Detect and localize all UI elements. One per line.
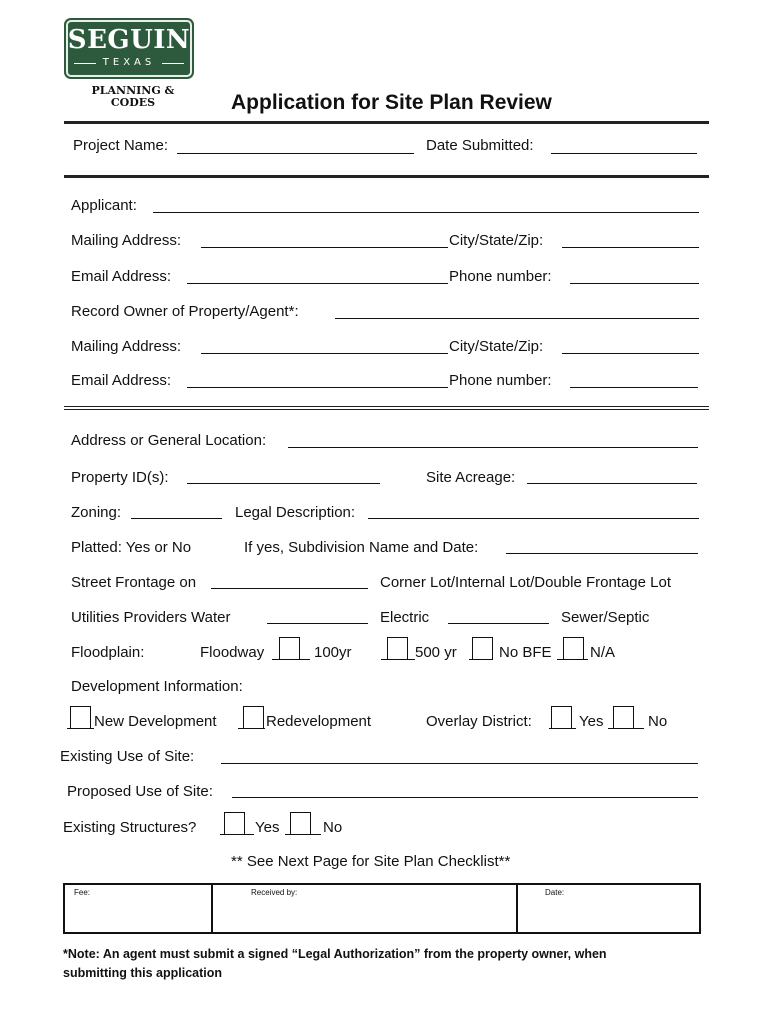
structures-yes-label: Yes [255, 819, 280, 836]
platted-label: Platted: Yes or No [71, 539, 192, 556]
mailing-address-field[interactable] [201, 247, 448, 248]
property-id-field[interactable] [187, 483, 380, 484]
new-development-underline [67, 728, 94, 729]
agent-note-line-1: *Note: An agent must submit a signed “Legal Authorization” from the property owner, when [63, 947, 607, 961]
applicant-label: Applicant: [71, 197, 137, 214]
checklist-note: ** See Next Page for Site Plan Checklist** [231, 853, 511, 870]
overlay-district-label: Overlay District: [426, 713, 532, 730]
mailing-address-label: Mailing Address: [71, 232, 182, 249]
new-development-label: New Development [94, 713, 217, 730]
department-line-2: CODES [110, 96, 156, 109]
address-location-label: Address or General Location: [71, 432, 267, 449]
new-development-checkbox[interactable] [70, 706, 91, 728]
logo-sub: TEXAS [102, 57, 156, 68]
lot-type-label: Corner Lot/Internal Lot/Double Frontage Lot [380, 574, 672, 591]
owner-mailing-address-field[interactable] [201, 353, 448, 354]
site-acreage-field[interactable] [527, 483, 697, 484]
table-divider-2 [516, 885, 518, 932]
overlay-no-label: No [648, 713, 668, 730]
section-rule-2 [64, 406, 709, 410]
project-name-field[interactable] [177, 153, 414, 154]
owner-city-state-zip-label: City/State/Zip: [449, 338, 544, 355]
department-line-1: PLANNING & [91, 84, 175, 97]
record-owner-label: Record Owner of Property/Agent*: [71, 303, 299, 320]
logo-name: SEGUIN [67, 25, 191, 55]
fee-label: Fee: [74, 888, 91, 897]
100yr-checkbox[interactable] [387, 637, 408, 659]
no-bfe-checkbox[interactable] [563, 637, 584, 659]
500yr-checkbox[interactable] [472, 637, 493, 659]
form-title: Application for Site Plan Review [231, 91, 552, 114]
date-submitted-label: Date Submitted: [426, 137, 534, 154]
owner-phone-number-field[interactable] [570, 387, 698, 388]
sewer-septic-label: Sewer/Septic [561, 609, 650, 626]
utilities-water-label: Utilities Providers Water [71, 609, 231, 626]
street-frontage-label: Street Frontage on [71, 574, 197, 591]
proposed-use-label: Proposed Use of Site: [67, 783, 213, 800]
seguin-logo [64, 18, 194, 79]
phone-number-label: Phone number: [449, 268, 552, 285]
section-rule-1 [64, 175, 709, 178]
agent-note-line-2: submitting this application [63, 966, 223, 980]
city-state-zip-label: City/State/Zip: [449, 232, 544, 249]
existing-structures-label: Existing Structures? [63, 819, 197, 836]
no-bfe-underline [557, 659, 588, 660]
floodway-checkbox[interactable] [279, 637, 300, 659]
zoning-label: Zoning: [71, 504, 122, 521]
100yr-label: 100yr [314, 644, 352, 661]
overlay-yes-label: Yes [579, 713, 604, 730]
applicant-field[interactable] [153, 212, 699, 213]
development-heading: Development Information: [71, 678, 243, 695]
electric-provider-field[interactable] [448, 623, 549, 624]
500yr-label: 500 yr [415, 644, 457, 661]
proposed-use-field[interactable] [232, 797, 698, 798]
overlay-yes-checkbox[interactable] [551, 706, 572, 728]
floodway-label: Floodway [200, 644, 265, 661]
project-name-label: Project Name: [73, 137, 169, 154]
overlay-yes-underline [549, 728, 576, 729]
zoning-field[interactable] [131, 518, 222, 519]
no-bfe-label: No BFE [499, 644, 552, 661]
office-use-table [63, 883, 701, 934]
department-name [78, 85, 188, 109]
site-acreage-label: Site Acreage: [426, 469, 516, 486]
100yr-underline [381, 659, 415, 660]
structures-yes-checkbox[interactable] [224, 812, 245, 834]
owner-email-address-field[interactable] [187, 387, 448, 388]
owner-city-state-zip-field[interactable] [562, 353, 699, 354]
phone-number-field[interactable] [570, 283, 699, 284]
city-state-zip-field[interactable] [562, 247, 699, 248]
floodplain-label: Floodplain: [71, 644, 145, 661]
subdivision-label: If yes, Subdivision Name and Date: [244, 539, 479, 556]
date-submitted-field[interactable] [551, 153, 697, 154]
existing-use-label: Existing Use of Site: [60, 748, 195, 765]
structures-yes-underline [220, 834, 254, 835]
structures-no-underline [285, 834, 321, 835]
title-rule [64, 121, 709, 124]
overlay-no-checkbox[interactable] [613, 706, 634, 728]
record-owner-field[interactable] [335, 318, 699, 319]
legal-description-label: Legal Description: [235, 504, 356, 521]
address-location-field[interactable] [288, 447, 698, 448]
property-id-label: Property ID(s): [71, 469, 169, 486]
redevelopment-underline [238, 728, 265, 729]
overlay-no-underline [608, 728, 644, 729]
received-by-label: Received by: [251, 888, 298, 897]
street-frontage-field[interactable] [211, 588, 368, 589]
redevelopment-checkbox[interactable] [243, 706, 264, 728]
email-address-field[interactable] [187, 283, 448, 284]
owner-email-address-label: Email Address: [71, 372, 172, 389]
500yr-underline [469, 659, 493, 660]
table-divider-1 [211, 885, 213, 932]
logo-rule-right [162, 63, 184, 64]
structures-no-label: No [323, 819, 343, 836]
subdivision-field[interactable] [506, 553, 698, 554]
owner-mailing-address-label: Mailing Address: [71, 338, 182, 355]
floodway-underline [272, 659, 310, 660]
agent-note [63, 945, 703, 983]
email-address-label: Email Address: [71, 268, 172, 285]
structures-no-checkbox[interactable] [290, 812, 311, 834]
date-label: Date: [545, 888, 565, 897]
existing-use-field[interactable] [221, 763, 698, 764]
legal-description-field[interactable] [368, 518, 699, 519]
na-label: N/A [590, 644, 616, 661]
owner-phone-number-label: Phone number: [449, 372, 552, 389]
water-provider-field[interactable] [267, 623, 368, 624]
electric-label: Electric [380, 609, 430, 626]
redevelopment-label: Redevelopment [266, 713, 372, 730]
